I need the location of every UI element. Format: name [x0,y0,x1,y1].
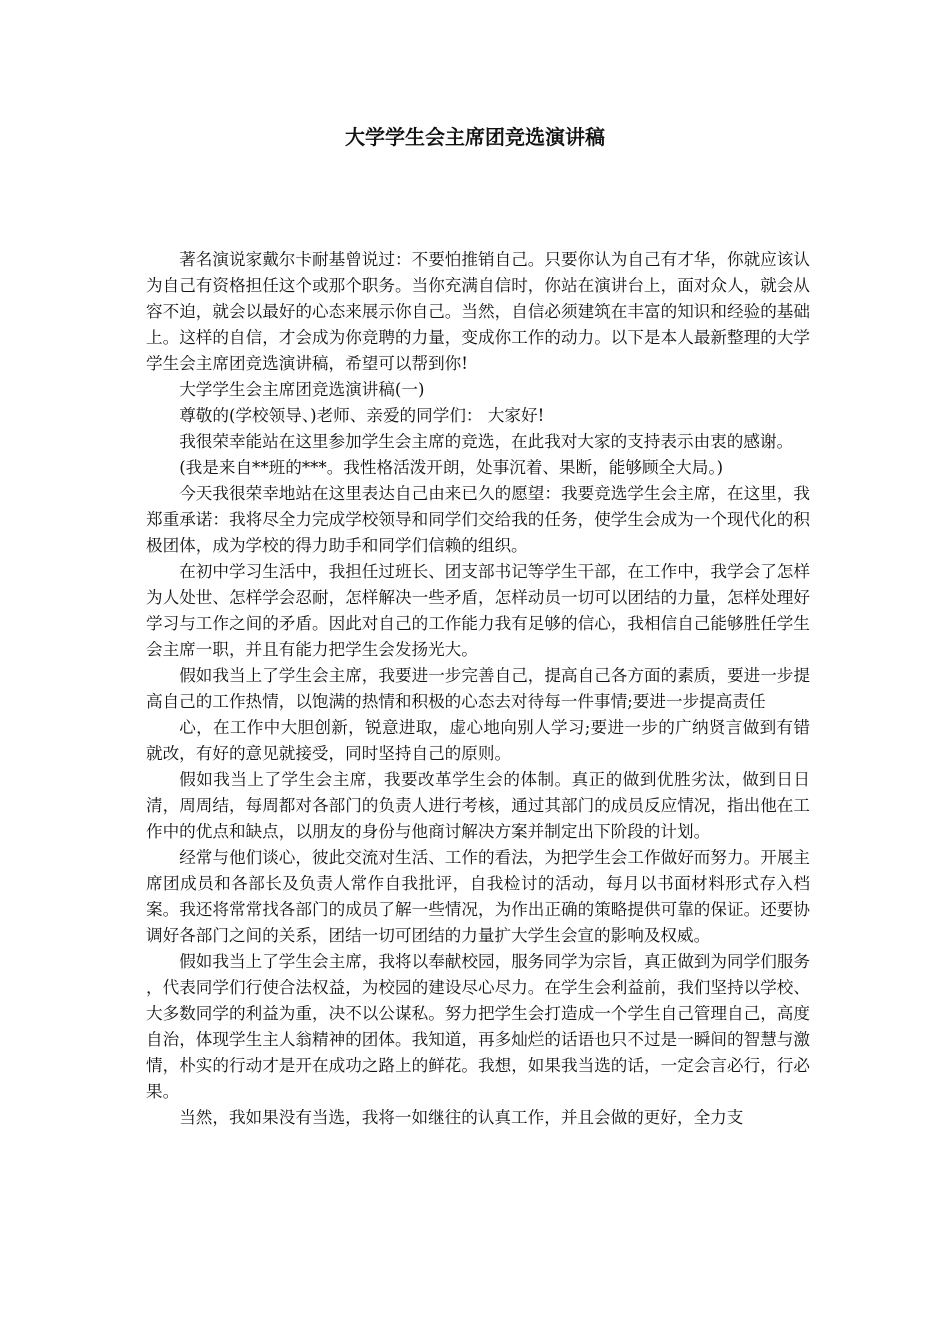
paragraph-wish: 今天我很荣幸地站在这里表达自己由来已久的愿望：我要竞选学生会主席，在这里，我郑重承诺：我将尽全力完成学校领导和同学们交给我的任务，使学生会成为一个现代化的积极团体，成为学校的得力助手和同学们信赖的组织。 [146,484,810,555]
paragraph-improve-self-cont: 心，在工作中大胆创新，锐意进取，虚心地向别人学习;要进一步的广纳贤言做到有错就改，有好的意见就接受，同时坚持自己的原则。 [146,718,810,763]
paragraph-intro: 著名演说家戴尔卡耐基曾说过：不要怕推销自己。只要你认为自己有才华，你就应该认为自己有资格担任这个或那个职务。当你充满自信时，你站在演讲台上，面对众人，就会从容不迫，就会以最好的心态来展示你自己。当然，自信必须建筑在丰富的知识和经验的基础上。这样的自信，才会成为你竞聘的力量，变成你工作的动力。以下是本人最新整理的大学学生会主席团竞选演讲稿，希望可以帮到你! [146,250,810,373]
paragraph-thanks: 我很荣幸能站在这里参加学生会主席的竞选，在此我对大家的支持表示由衷的感谢。 [179,432,794,451]
paragraph-salutation: 尊敬的(学校领导、)老师、亲爱的同学们： 大家好! [179,406,545,425]
paragraph-if-not-elected: 当然，我如果没有当选，我将一如继往的认真工作，并且会做的更好，全力支 [179,1108,744,1127]
document-title: 大学学生会主席团竞选演讲稿 [345,125,605,149]
paragraph-improve-self: 假如我当上了学生会主席，我要进一步完善自己，提高自己各方面的素质，要进一步提高自己的工作热情，以饱满的热情和积极的心态去对待每一件事情;要进一步提高责任 [146,666,810,711]
paragraph-service: 假如我当上了学生会主席，我将以奉献校园，服务同学为宗旨，真正做到为同学们服务 ，代表同学们行使合法权益，为校园的建设尽心尽力。在学生会利益前，我们坚持以学校、大多数同学的利益为重，决不以公谋私。努力把学生会打造成一个学生自己管理自己，高度自治，体现学生主人翁精神的团体。我知道，再多灿烂的话语也只不过是一瞬间的智慧与激情，朴实的行动才是开在成功之路上的鲜花。我想，如果我当选的话，一定会言必行，行必果。 [146,952,810,1101]
paragraph-experience: 在初中学习生活中，我担任过班长、团支部书记等学生干部，在工作中，我学会了怎样为人处世、怎样学会忍耐，怎样解决一些矛盾，怎样动员一切可以团结的力量，怎样处理好学习与工作之间的矛盾。因此对自己的工作能力我有足够的信心，我相信自己能够胜任学生会主席一职，并且有能力把学生会发扬光大。 [146,562,810,659]
paragraph-section-heading: 大学学生会主席团竞选演讲稿(一) [179,380,425,399]
document-body [146,247,810,1131]
paragraph-reform: 假如我当上了学生会主席，我要改革学生会的体制。真正的做到优胜劣汰，做到日日清，周周结，每周都对各部门的负责人进行考核，通过其部门的成员反应情况，指出他在工作中的优点和缺点，以朋友的身份与他商讨解决方案并制定出下阶段的计划。 [146,770,810,841]
paragraph-communication: 经常与他们谈心，彼此交流对生活、工作的看法，为把学生会工作做好而努力。开展主席团成员和各部长及负责人常作自我批评，自我检讨的活动，每月以书面材料形式存入档案。我还将常常找各部门的成员了解一些情况，为作出正确的策略提供可靠的保证。还要协调好各部门之间的关系，团结一切可团结的力量扩大学生会宣的影响及权威。 [146,848,810,945]
paragraph-self-intro: (我是来自**班的***。我性格活泼开朗，处事沉着、果断，能够顾全大局。) [179,458,724,477]
